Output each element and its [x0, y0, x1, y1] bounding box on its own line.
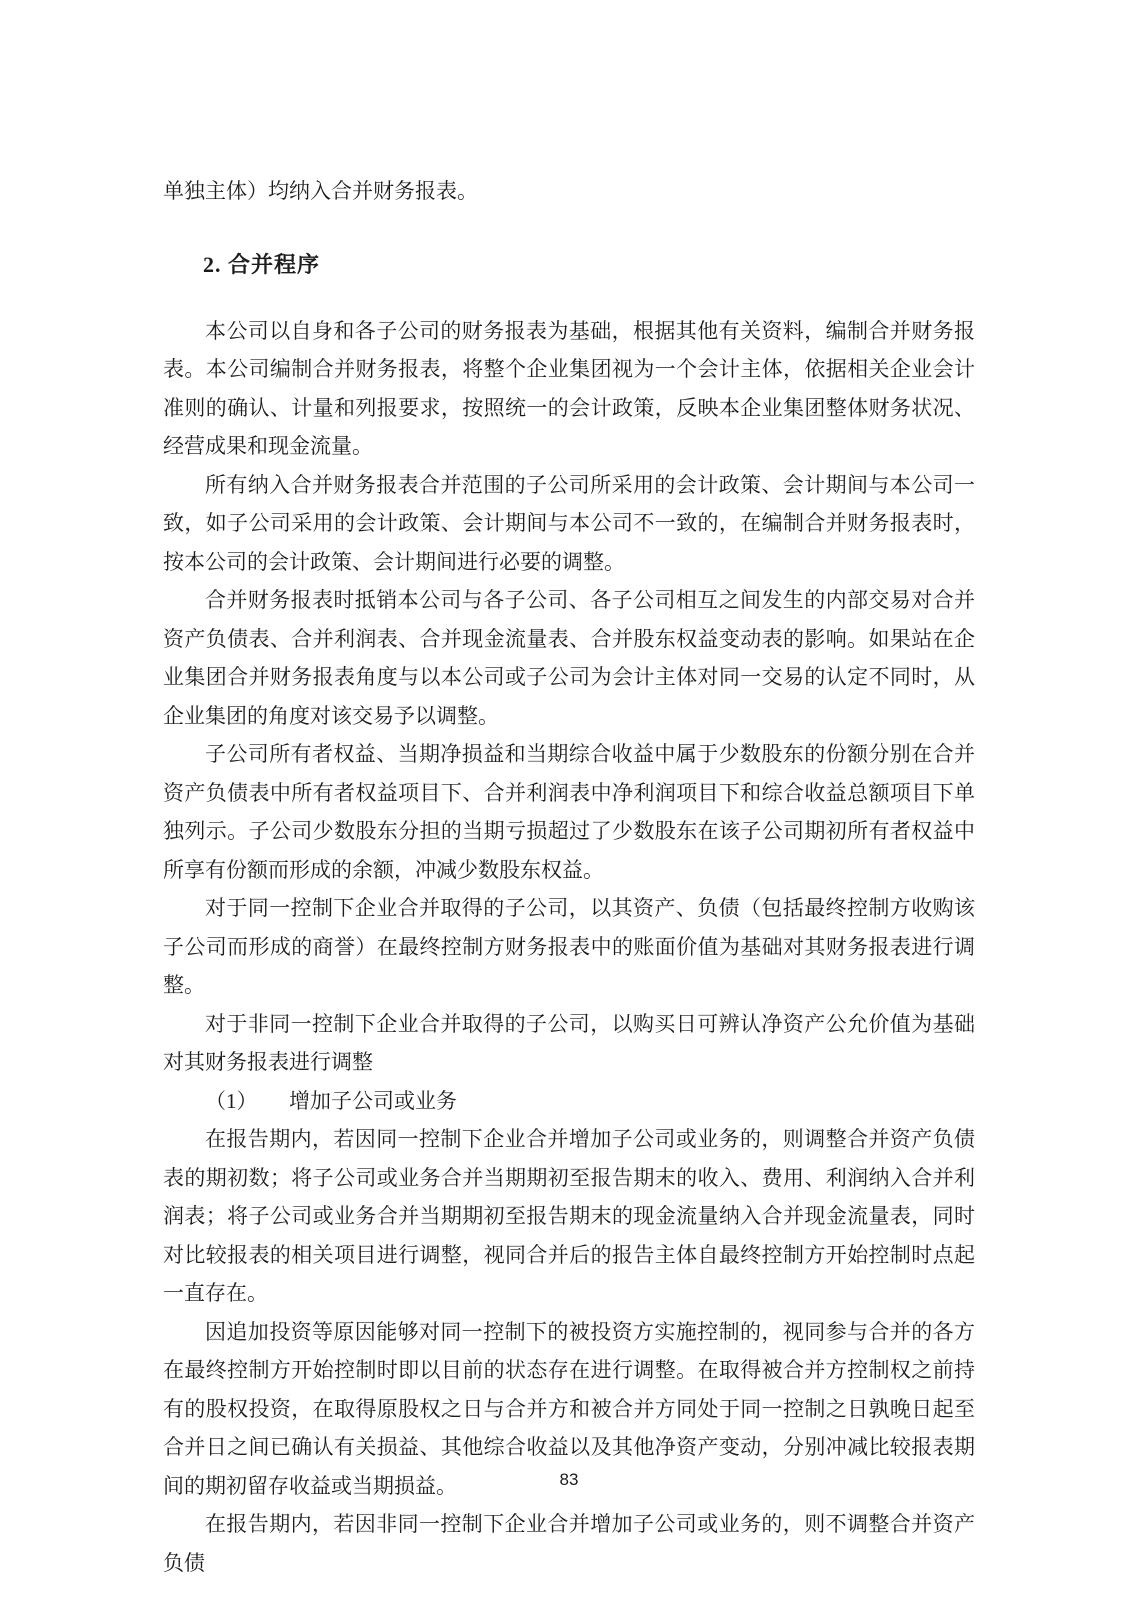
body-paragraph: 所有纳入合并财务报表合并范围的子公司所采用的会计政策、会计期间与本公司一致，如子公司采用的会计政策、会计期间与本公司不一致的，在编制合并财务报表时，按本公司的会计政策、会计期间进行必要的调整。	[163, 472, 975, 574]
body-paragraph: 对于同一控制下企业合并取得的子公司，以其资产、负债（包括最终控制方收购该子公司而形成的商誉）在最终控制方财务报表中的账面价值为基础对其财务报表进行调整。	[163, 896, 975, 997]
body-paragraph: 在报告期内，若因同一控制下企业合并增加子公司或业务的，则调整合并资产负债表的期初数；将子公司或业务合并当期期初至报告期末的收入、费用、利润纳入合并利润表；将子公司或业务合并当期期初至报告期末的现金流量纳入合并现金流量表，同时对比较报表的相关项目进行调整，视同合并后的报告主体自最终控制方开始控制时点起一直存在。	[163, 1127, 975, 1305]
page-content	[163, 172, 975, 1582]
list-item-heading: （1） 增加子公司或业务	[205, 1088, 457, 1113]
body-paragraph: 在报告期内，若因非同一控制下企业合并增加子公司或业务的，则不调整合并资产负债	[163, 1512, 975, 1575]
body-paragraph: 对于非同一控制下企业合并取得的子公司，以购买日可辨认净资产公允价值为基础对其财务报表进行调整	[163, 1011, 975, 1074]
continuation-paragraph: 单独主体）均纳入合并财务报表。	[163, 179, 478, 203]
body-paragraph: 因追加投资等原因能够对同一控制下的被投资方实施控制的，视同参与合并的各方在最终控制方开始控制时即以目前的状态存在进行调整。在取得被合并方控制权之前持有的股权投资，在取得原股权之日与合并方和被合并方同处于同一控制之日孰晚日起至合并日之间已确认有关损益、其他综合收益以及其他净资产变动，分别冲减比较报表期间的期初留存收益或当期损益。	[163, 1319, 975, 1498]
body-paragraph: 本公司以自身和各子公司的财务报表为基础，根据其他有关资料，编制合并财务报表。本公司编制合并财务报表，将整个企业集团视为一个会计主体，依据相关企业会计准则的确认、计量和列报要求，按照统一的会计政策，反映本企业集团整体财务状况、经营成果和现金流量。	[163, 318, 975, 458]
section-heading: 2. 合并程序	[203, 251, 321, 277]
body-paragraph: 子公司所有者权益、当期净损益和当期综合收益中属于少数股东的份额分别在合并资产负债表中所有者权益项目下、合并利润表中净利润项目下和综合收益总额项目下单独列示。子公司少数股东分担的当期亏损超过了少数股东在该子公司期初所有者权益中所享有份额而形成的余额，冲减少数股东权益。	[163, 742, 975, 882]
body-paragraph: 合并财务报表时抵销本公司与各子公司、各子公司相互之间发生的内部交易对合并资产负债表、合并利润表、合并现金流量表、合并股东权益变动表的影响。如果站在企业集团合并财务报表角度与以本公司或子公司为会计主体对同一交易的认定不同时，从企业集团的角度对该交易予以调整。	[163, 588, 975, 728]
page-number: 83	[559, 1470, 579, 1489]
